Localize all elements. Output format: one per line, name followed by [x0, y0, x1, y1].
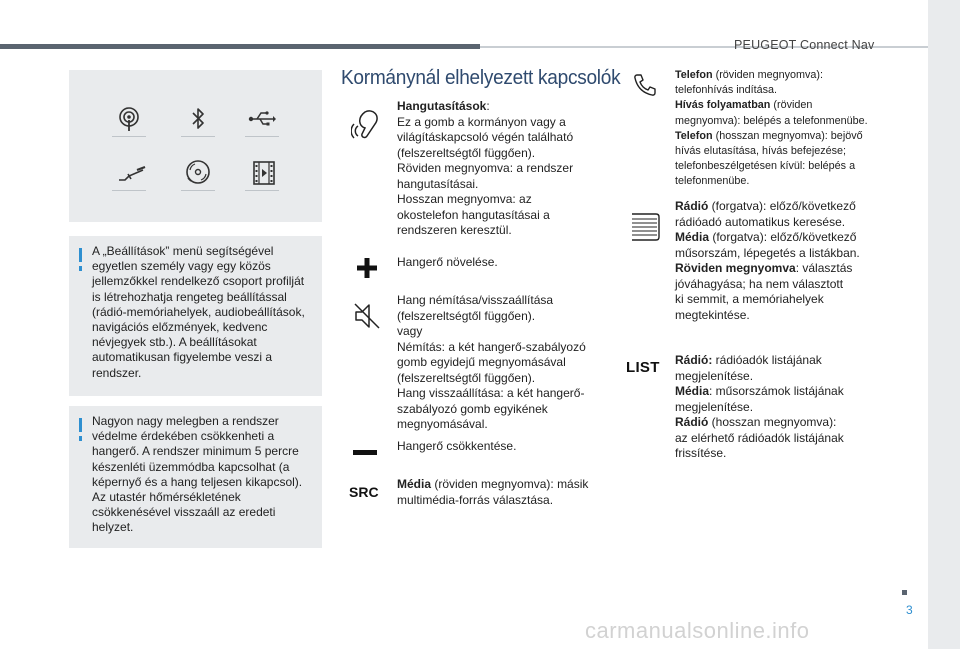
control-line: (röviden megnyomva): másik [431, 477, 589, 491]
heading-suffix: : [486, 99, 490, 113]
note-text: Nagyon nagy melegben a rendszer védelme érdekében csökkenheti a hangerő. A rendszer minimum 5 percre készenléti üzemmódba kapcsolhat (a képernyő és a hang teljesen kikapcsol). Az utastér hőmérsékletének csökkenésével visszaáll az eredeti helyzet. [92, 414, 303, 535]
control-line: rádióadók listájának [712, 353, 822, 367]
control-line: (forgatva): előző/következő [708, 199, 856, 213]
control-line: : műsorszámok listájának [709, 384, 844, 398]
control-line: megtekintése. [675, 307, 750, 322]
control-line: telefonhívás indítása. [675, 84, 778, 97]
mute-text [397, 293, 602, 433]
volume-down-text [397, 439, 597, 455]
control-line: Hangerő növelése. [397, 255, 498, 269]
section-title: Kormánynál elhelyezett kapcsolók [341, 66, 621, 89]
info-bar-icon [79, 248, 82, 262]
control-line: az elérhető rádióadók listájának [675, 430, 844, 445]
control-line: : választás [795, 261, 853, 275]
thumbwheel-icon [626, 210, 662, 244]
control-line: megjelenítése. [675, 399, 754, 414]
control-line: Hang visszaállítása: a két hangerő- [397, 386, 585, 400]
src-label: SRC [349, 484, 379, 500]
icon-underline [181, 190, 215, 191]
watermark: carmanualsonline.info [585, 618, 810, 643]
info-bar-icon [79, 418, 82, 432]
src-text [397, 477, 602, 508]
icon-underline [181, 136, 215, 137]
control-line: Röviden megnyomva: a rendszer [397, 161, 574, 175]
control-line: (felszereltségtől függően). [397, 370, 536, 385]
control-heading: Média [675, 230, 710, 244]
control-line: (röviden [770, 99, 813, 112]
list-label: LIST [626, 359, 660, 376]
podcast-icon [114, 104, 144, 134]
control-line: frissítése. [675, 446, 727, 460]
control-line: világításkapcsoló végén található [397, 130, 574, 144]
control-line: (hosszan megnyomva): [708, 415, 837, 429]
control-line: rádióadó automatikus keresése. [675, 214, 846, 229]
page-end-marker [902, 590, 907, 595]
usb-icon [247, 104, 277, 134]
info-bar-icon [79, 266, 82, 271]
control-line: Ez a gomb a kormányon vagy a [397, 114, 566, 129]
thumbwheel-text [675, 199, 890, 323]
header-brand: PEUGEOT Connect Nav [734, 38, 875, 52]
info-note-profiles [69, 236, 322, 396]
disc-icon [183, 158, 213, 188]
list-text [675, 353, 890, 462]
control-heading: Rádió [675, 199, 709, 213]
control-line: műsorszám, lépegetés a listákban. [675, 245, 860, 260]
control-line: telefonbeszélgetésen kívül: belépés a [675, 160, 856, 173]
page-number: 3 [906, 603, 913, 617]
control-line: (felszereltségtől függően). [397, 145, 536, 160]
bluetooth-icon [183, 104, 213, 134]
control-line: ki semmit, a memóriahelyek [675, 292, 824, 306]
control-line: Hang némítása/visszaállítása [397, 293, 554, 307]
control-heading: Média [397, 477, 432, 491]
control-line: hangutasításai. [397, 176, 479, 191]
control-line: jóváhagyása; ha nem választott [675, 276, 844, 291]
control-line: szabályozó gomb egyikének [397, 401, 548, 416]
icon-underline [245, 190, 279, 191]
control-line: Hangerő csökkentése. [397, 439, 517, 453]
note-text: A „Beállítások” menü segítségével egyetlen személy vagy egy közös jellemzőkkel rendelkező csoport profilját is létrehozhatja rengeteg beállítással (rádió-memóriahelyek, audiobeállítások, navigációs előzmények, kedvenc névjegyek stb.). A beállításokat automatikusan figyelembe veszi a rendszer. [92, 244, 305, 380]
control-line: rendszeren keresztül. [397, 223, 512, 237]
control-line: (felszereltségtől függően). [397, 308, 536, 323]
control-heading: Röviden megnyomva [675, 261, 796, 275]
control-line: hívás elutasítása, hívás befejezése; [675, 145, 847, 158]
control-heading: Média [675, 384, 710, 398]
control-line: okostelefon hangutasításai a [397, 207, 550, 222]
voice-command-text [397, 99, 597, 239]
aux-jack-icon [117, 158, 147, 188]
phone-text [675, 68, 890, 190]
control-line: (forgatva): előző/következő [709, 230, 857, 244]
control-line: multimédia-forrás választása. [397, 492, 554, 507]
page-margin-band [928, 0, 960, 649]
volume-up-icon [356, 257, 378, 279]
control-line: Némítás: a két hangerő-szabályozó [397, 339, 586, 354]
control-heading: Telefon [675, 69, 713, 81]
icon-underline [112, 136, 146, 137]
control-line: megnyomva): belépés a telefonmenübe. [675, 114, 868, 127]
control-heading: Hangutasítások [397, 99, 487, 113]
voice-command-icon [351, 106, 383, 142]
control-line: megjelenítése. [675, 368, 754, 383]
control-line: telefonmenübe. [675, 175, 750, 188]
mute-icon [352, 300, 382, 332]
info-note-temperature [69, 406, 322, 548]
control-line: gomb egyidejű megnyomásával [397, 355, 566, 369]
control-line: megnyomásával. [397, 417, 488, 431]
volume-down-icon [353, 450, 377, 456]
phone-icon [632, 72, 658, 98]
control-line: Hosszan megnyomva: az [397, 192, 532, 206]
control-line: (hosszan megnyomva): bejövő [712, 129, 863, 142]
control-heading: Telefon [675, 129, 713, 142]
control-line: (röviden megnyomva): [712, 69, 824, 81]
icon-underline [245, 136, 279, 137]
video-film-icon [249, 158, 279, 188]
control-heading: Hívás folyamatban [675, 99, 771, 112]
info-bar-icon [79, 436, 82, 441]
volume-up-text [397, 255, 597, 271]
source-icons-panel [69, 70, 322, 222]
header-rule-dark [0, 44, 480, 49]
control-heading: Rádió [675, 415, 709, 429]
control-heading: Rádió: [675, 353, 713, 367]
control-line: vagy [397, 324, 423, 338]
icon-underline [112, 190, 146, 191]
